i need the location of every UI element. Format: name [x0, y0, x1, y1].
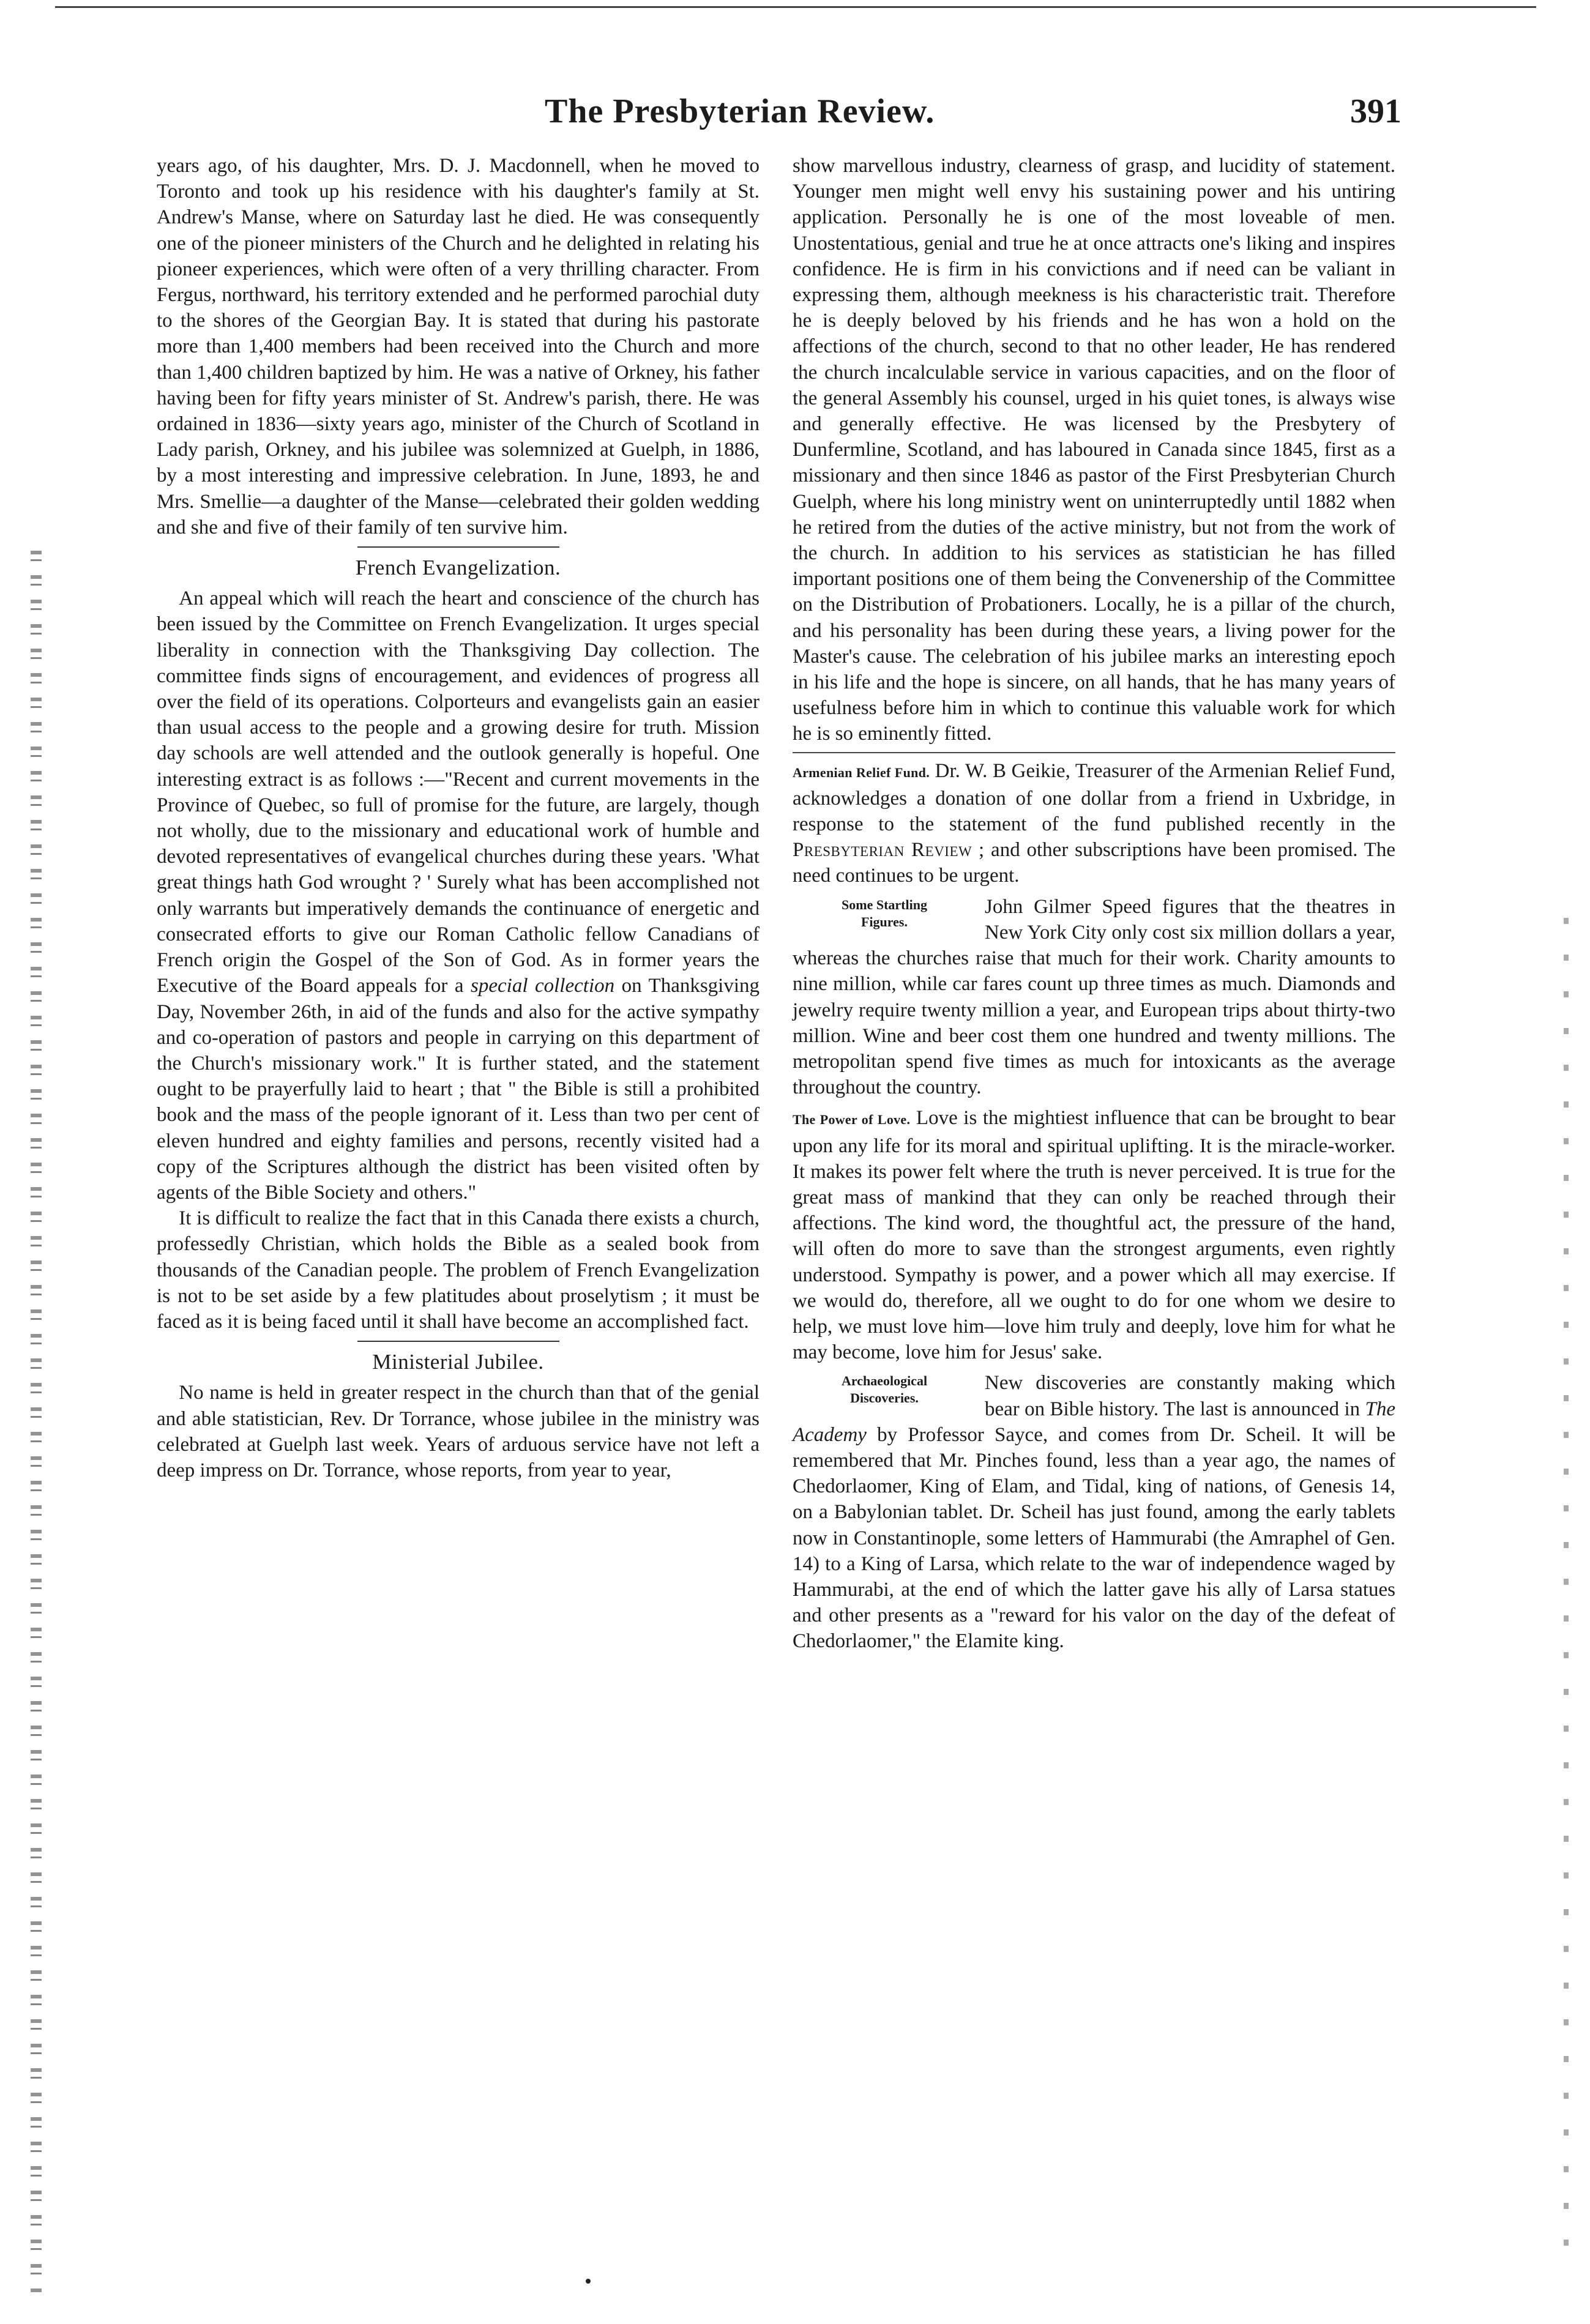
armenian-relief-text-cont: ; and other subscriptions have been promised. The need continues to be urgent. — [793, 839, 1395, 887]
presbyterian-review-smallcaps: Presbyterian Review — [793, 839, 972, 862]
archaeological-text: New discoveries are constantly making which bear on Bible history. The last is announced in — [985, 1372, 1395, 1420]
ministerial-jubilee-paragraph: No name is held in greater respect in the church than that of the genial and able statistician, Rev. Dr Torrance, whose jubilee in the ministry was celebrated at Guelph last week. Years of arduous service have not left a deep impress on Dr. Torrance, whose reports, from year to year, — [157, 1382, 760, 1481]
running-title: The Presbyterian Review. — [545, 92, 935, 130]
archaeological-text-cont: by Professor Sayce, and comes from Dr. Scheil. It will be remembered that Mr. Pinches found, less than a year ago, the names of Chedorlaomer, King of Elam, and Tidal, king of nations, of Genesis 14, on a Babylonian tablet. Dr. Scheil has just found, among the early tablets now in Constantinople, some letters of Hammurabi (the Amraphel of Gen. 14) to a King of Larsa, which relate to the war of independence waged by Hammurabi, at the end of which the latter gave his ally of Larsa statues and other presents as a "reward for his valor on the day of the defeat of Chedorlaomer," the Elamite king. — [793, 1423, 1396, 1653]
right-column — [793, 153, 1395, 1655]
obituary-continued: years ago, of his daughter, Mrs. D. J. Macdonnell, when he moved to Toronto and took up his residence with his daughter's family at St. Andrew's Manse, where on Saturday last he died. He was consequently one of the pioneer ministers of the Church and he delighted in relating his pioneer experiences, which were often of a very thrilling character. From Fergus, northward, his territory extended and he performed parochial duty to the shores of the Georgian Bay. It is stated that during his pastorate more than 1,400 members had been received into the Church and more than 1,400 children baptized by him. He was a native of Orkney, his father having been for fifty years minister of St. Andrew's parish, there. He was ordained in 1836—sixty years ago, minister of the Church of Scotland in Lady parish, Orkney, and his jubilee was solemnized at Guelph, in 1886, by a most interesting and impressive celebration. In June, 1893, he and Mrs. Smellie—a daughter of the Manse—celebrated their golden wedding and she and five of their family of ten survive him. — [157, 155, 760, 538]
archaeological-side-head — [793, 1372, 976, 1407]
jubilee-continued: show marvellous industry, clearness of grasp, and lucidity of statement. Younger men might well envy his sustaining power and his untiring application. Personally he is one of the most loveable of men. Unostentatious, genial and true he at once attracts one's liking and inspires confidence. He is firm in his convictions and if need can be valiant in expressing them, although meekness is his characteristic trait. Therefore he is deeply beloved by his friends and he has won a hold on the affections of the church, second to that no other leader, He has rendered the church incalculable service in various capacities, and on the floor of the general Assembly his counsel, urged in his quiet tones, is always wise and generally effective. He was licensed by the Presbytery of Dunfermline, Scotland, and has laboured in Canada since 1845, first as a missionary and then since 1846 as pastor of the First Presbyterian Church Guelph, where his long ministry went on uninterruptedly until 1882 when he retired from the duties of the active ministry, but not from the work of the church. In addition to his services as statistician he has filled important positions one of them being the Convenership of the Committee on the Distribution of Probationers. Locally, he is a pillar of the church, and his personality has been during these years, a living power for the Master's cause. The celebration of his jubilee marks an interesting epoch in his life and the hope is sincere, on all hands, that he has many years of usefulness before him in which to continue this valuable work for which he is so eminently fitted. — [793, 155, 1395, 745]
side-head-line: Discoveries. — [850, 1390, 919, 1406]
armenian-relief-text: Dr. W. B Geikie, Treasurer of the Armenian Relief Fund, acknowledges a donation of one dollar from a friend in Uxbridge, in response to the statement of the fund published recently in the — [793, 759, 1395, 836]
french-p1-text-cont: on Thanksgiving Day, November 26th, in aid of the funds and also for the active sympathy and co-operation of pastors and people in carrying on this department of the Church's missionary work." It is further stated, and the statement ought to be prayerfully laid to heart ; that " the Bible is still a prohibited book and the mass of the people ignorant of it. Less than two per cent of eleven hundred and eighty families and persons, recently visited had a copy of the Scriptures although the district has been visited often by agents of the Bible Society and others." — [157, 975, 760, 1204]
french-p1-text: An appeal which will reach the heart and conscience of the church has been issued by the Committee on French Evangelization. It urges special liberality in connection with the Thanksgiving Day collection. The committee finds signs of encouragement, and evidences of progress all over the field of its operations. Colporteurs and evangelists gain an easier than usual access to the people and a growing desire for truth. Mission day schools are well attended and the outlook generally is hopeful. One interesting extract is as follows :—"Recent and current movements in the Province of Quebec, so full of promise for the future, are largely, though not wholly, due to the missionary and educational work of humble and devoted representatives of evangelical churches during these years. 'What great things hath God wrought ? ' Surely what has been accomplished not only warrants but imperatively demands the continuance of energetic and consecrated efforts to give our Roman Catholic fellow Canadians of French origin the Gospel of the Son of God. As in former years the Executive of the Board appeals for a — [157, 587, 760, 997]
the-academy-emphasis: The Academy — [793, 1398, 1395, 1446]
side-head-line: Figures. — [861, 914, 908, 929]
archaeological-item — [793, 1370, 1395, 1654]
binding-shadow — [31, 551, 42, 2295]
column-rule — [793, 752, 1395, 753]
startling-figures-item — [793, 894, 1395, 1101]
startling-figures-text: John Gilmer Speed figures that the theatres in New York City only cost six million dollars a year, whereas the churches raise that much for their work. Charity amounts to nine million, while car fares count up three times as much. Diamonds and jewelry require twenty million a year, and European trips about thirty-two million. Wine and beer cost them one hundred and twenty millions. The metropolitan spend five times as much for intoxicants as the average throughout the country. — [793, 895, 1395, 1099]
armenian-relief-side-head: Armenian Relief Fund. — [793, 764, 930, 780]
side-head-line: Archaeological — [841, 1373, 928, 1389]
section-divider — [357, 546, 559, 548]
left-column — [157, 153, 760, 1483]
running-header — [153, 92, 1402, 153]
top-edge-rule — [55, 6, 1536, 8]
margin-marks — [1564, 918, 1569, 2264]
special-collection-emphasis: special collection — [471, 975, 615, 997]
french-evangelization-title: French Evangelization. — [355, 556, 561, 580]
french-evangelization-paragraph-2: It is difficult to realize the fact that in this Canada there exists a church, professedly Christian, which holds the Bible as a sealed book from thousands of the Canadian people. The problem of French Evangelization is not to be set aside by a few platitudes about proselytism ; it must be faced as it is being faced until it shall have become an accomplished fact. — [157, 1207, 760, 1333]
side-head-line: Some Startling — [842, 896, 927, 912]
french-evangelization-paragraph-1 — [157, 586, 760, 1205]
footer-dot — [586, 2279, 591, 2284]
power-of-love-side-head: The Power of Love. — [793, 1112, 911, 1128]
page-number: 391 — [1350, 92, 1402, 130]
section-divider — [357, 1341, 559, 1342]
armenian-relief-item — [793, 758, 1395, 889]
ministerial-jubilee-title: Ministerial Jubilee. — [372, 1350, 544, 1374]
power-of-love-text: Love is the mightiest influence that can be brought to bear upon any life for its moral and spiritual uplifting. It is the miracle-worker. It makes its power felt where the truth is never perceived. It is true for the great mass of mankind that they can only be reached through their affections. The kind word, the thoughtful act, the pressure of the hand, will often do more to save than the strongest arguments, even rightly understood. Sympathy is power, and a power which all may exercise. If we would do, therefore, all we ought to do for one whom we desire to help, we must love him—love him truly and deeply, love him for what he may become, love him for Jesus' sake. — [793, 1107, 1396, 1364]
startling-figures-side-head — [793, 896, 976, 931]
power-of-love-item — [793, 1105, 1395, 1365]
